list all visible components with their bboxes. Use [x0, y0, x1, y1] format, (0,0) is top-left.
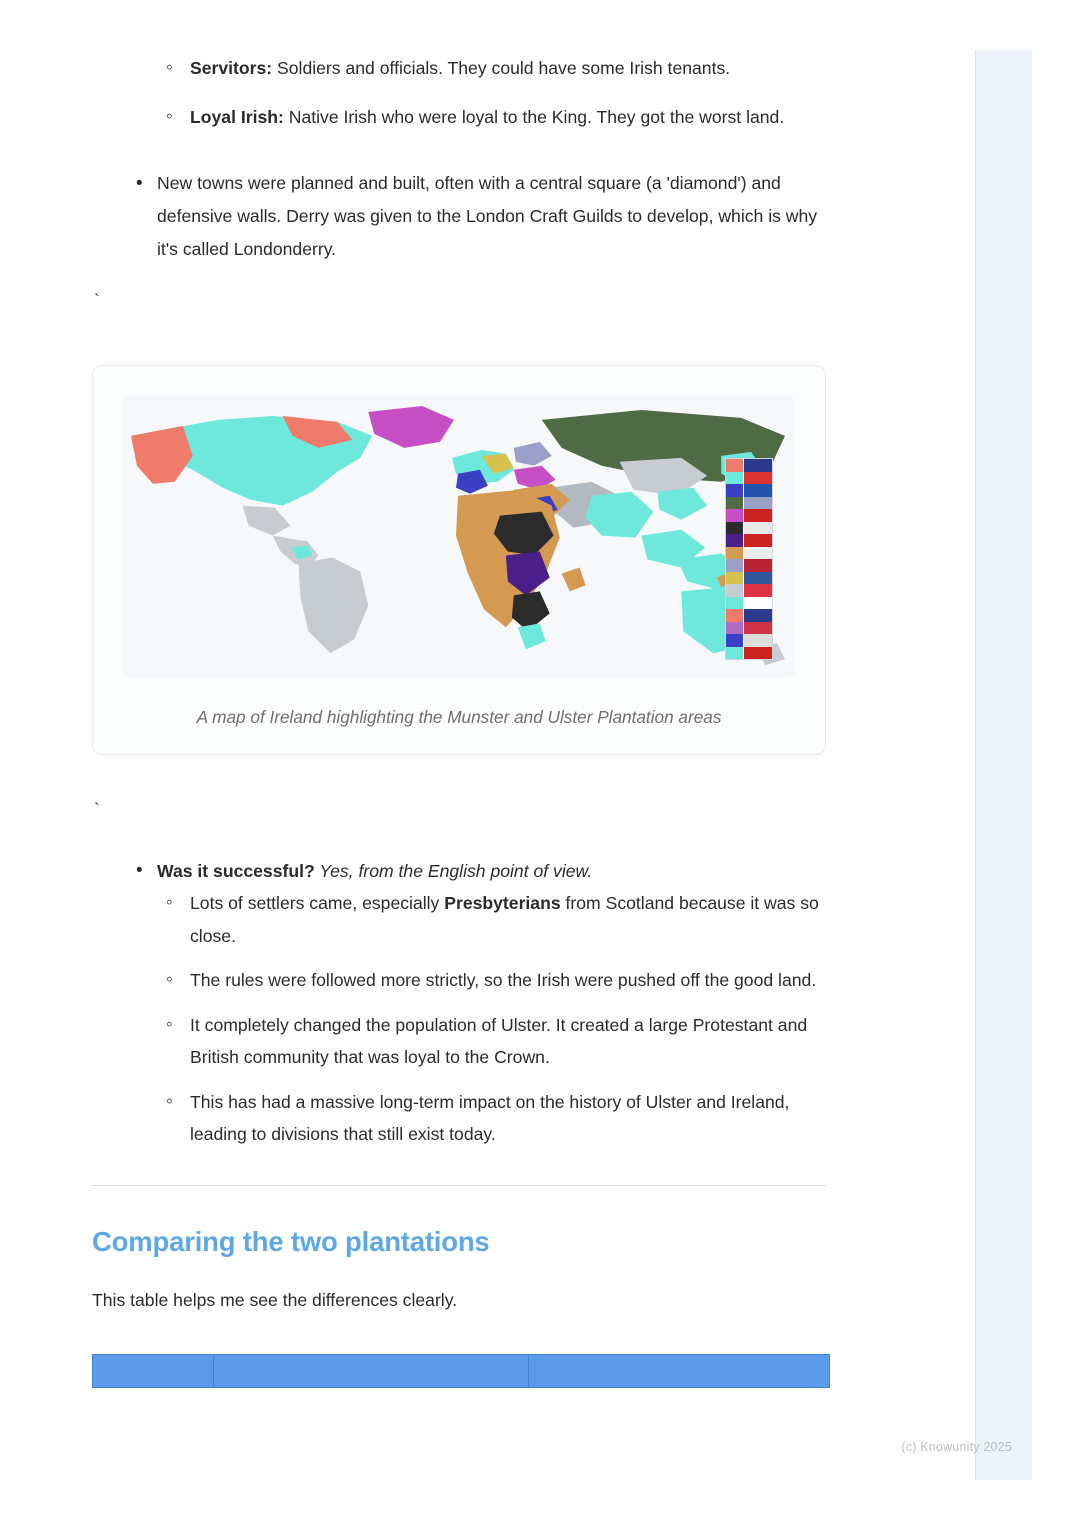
page-title: Comparing the two plantations [92, 1225, 490, 1257]
sub-bullet-list-success-points [92, 887, 826, 1151]
loyal-irish-label: Loyal Irish: [190, 106, 284, 127]
section-divider [92, 1185, 826, 1186]
figure-caption: A map of Ireland highlighting the Munster and Ulster Plantation areas [196, 707, 722, 728]
table-header-cell-2 [214, 1355, 529, 1388]
page-edge-strip [975, 50, 1032, 1480]
figure-card [92, 365, 826, 755]
bullet-list-new-towns [92, 167, 826, 266]
presbyterians-label: Presbyterians [444, 893, 561, 914]
comparison-lead-text: This table helps me see the differences clearly. [92, 1289, 458, 1310]
success-point-3: It completely changed the population of Ulster. It created a large Protestant and British community that was loyal to the Crown. [190, 1014, 808, 1068]
bullet-list-success [92, 860, 826, 883]
list-item [92, 860, 826, 883]
stray-backtick-bottom: ` [94, 800, 100, 820]
world-map-image [123, 396, 795, 677]
servitors-text: Soldiers and officials. They could have some Irish tenants. [272, 58, 731, 78]
comparison-table [92, 1354, 830, 1388]
table-header-row [93, 1355, 830, 1388]
document-content [92, 0, 826, 1388]
success-point-1-post: from Scotland because it was so close. [190, 893, 819, 946]
servitors-label: Servitors: [190, 58, 273, 78]
success-point-4: This has had a massive long-term impact on the history of Ulster and Ireland, leading to divisions that still exist today. [190, 1091, 790, 1145]
success-point-2: The rules were followed more strictly, so the Irish were pushed off the good land. [190, 970, 817, 991]
new-towns-text: New towns were planned and built, often with a central square (a 'diamond') and defensive walls. Derry was given to the London Craft Guilds to develop, which is why it's called Londonderry. [157, 173, 818, 260]
list-item [92, 887, 826, 952]
success-question: Was it successful? [157, 861, 315, 882]
loyal-irish-text: Native Irish who were loyal to the King. They got the worst land. [283, 106, 785, 127]
world-map-svg [123, 396, 795, 676]
list-item [92, 52, 826, 85]
list-item [92, 1086, 826, 1151]
table-header-cell-3 [529, 1355, 830, 1388]
list-item [92, 964, 826, 997]
watermark: (c) Knowunity 2025 [901, 1440, 1012, 1454]
list-item [92, 167, 826, 266]
list-item [92, 1009, 826, 1074]
success-answer: Yes, from the English point of view. [314, 861, 593, 882]
map-legend [725, 458, 773, 660]
success-point-1-pre: Lots of settlers came, especially [190, 893, 445, 914]
list-item [92, 101, 826, 134]
table-header-cell-1 [93, 1355, 214, 1388]
sub-bullet-list-landholder-types [92, 52, 826, 133]
stray-backtick-top: ` [94, 291, 100, 311]
